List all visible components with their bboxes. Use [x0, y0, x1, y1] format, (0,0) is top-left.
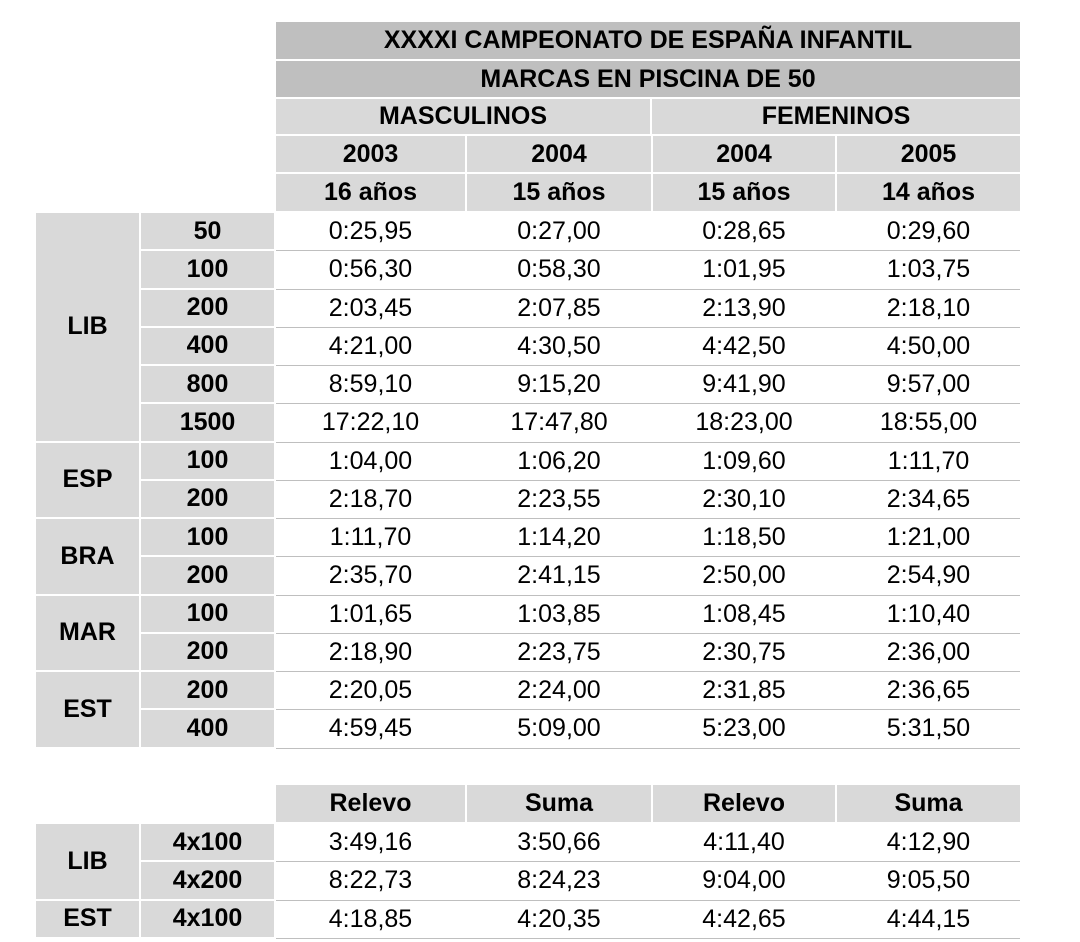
time-cell: 5:31,50 [886, 714, 971, 743]
age-header: 16 años [276, 174, 465, 211]
championship-title: XXXXI CAMPEONATO DE ESPAÑA INFANTIL [276, 22, 1020, 59]
time-cell: 1:04,00 [328, 446, 413, 475]
time-cell: 4:42,65 [702, 904, 786, 933]
time-cell: 2:20,05 [328, 676, 413, 705]
time-cell: 4:50,00 [886, 331, 971, 360]
relay-header: Suma [837, 785, 1020, 822]
time-cell: 2:18,90 [328, 637, 413, 666]
relay-header: Suma [467, 785, 651, 822]
time-cell: 1:11,70 [887, 446, 970, 475]
distance-label: 50 [141, 213, 274, 249]
time-cell: 2:03,45 [328, 293, 413, 322]
time-cell: 0:27,00 [517, 217, 601, 246]
time-cell: 2:07,85 [517, 293, 601, 322]
time-cell: 1:18,50 [702, 523, 786, 552]
time-cell: 4:12,90 [886, 828, 971, 857]
distance-label: 200 [141, 672, 274, 708]
distance-label: 4x100 [141, 901, 274, 937]
distance-label: 800 [141, 366, 274, 402]
time-cell: 1:08,45 [702, 599, 786, 628]
time-cell: 17:22,10 [321, 408, 420, 437]
time-cell: 2:50,00 [702, 561, 786, 590]
row-divider [276, 938, 1020, 939]
time-cell: 18:55,00 [879, 408, 978, 437]
time-cell: 8:22,73 [328, 866, 413, 895]
time-cell: 4:44,15 [886, 904, 971, 933]
time-cell: 3:49,16 [328, 828, 413, 857]
style-label: ESP [36, 443, 139, 518]
distance-label: 100 [141, 251, 274, 287]
time-cell: 1:01,65 [328, 599, 413, 628]
time-cell: 2:18,70 [328, 484, 413, 513]
time-cell: 8:59,10 [328, 370, 413, 399]
time-cell: 1:21,00 [886, 523, 971, 552]
time-cell: 0:28,65 [702, 217, 786, 246]
distance-label: 200 [141, 634, 274, 670]
year-header: 2004 [467, 136, 651, 172]
time-cell: 5:09,00 [517, 714, 601, 743]
age-header: 15 años [467, 174, 651, 211]
time-cell: 2:13,90 [702, 293, 786, 322]
time-cell: 18:23,00 [695, 408, 793, 437]
group-header-masculinos: MASCULINOS [276, 99, 650, 134]
distance-label: 100 [141, 519, 274, 555]
distance-label: 4x200 [141, 862, 274, 898]
time-cell: 1:03,85 [517, 599, 601, 628]
time-cell: 9:57,00 [886, 370, 971, 399]
time-cell: 4:18,85 [328, 904, 413, 933]
time-cell: 2:24,00 [517, 676, 601, 705]
time-cell: 9:04,00 [702, 866, 786, 895]
time-cell: 2:36,00 [886, 637, 971, 666]
time-cell: 1:06,20 [517, 446, 601, 475]
time-cell: 4:20,35 [517, 904, 601, 933]
time-cell: 1:10,40 [886, 599, 971, 628]
group-header-femeninos: FEMENINOS [652, 99, 1020, 134]
time-cell: 2:36,65 [886, 676, 971, 705]
year-header: 2004 [653, 136, 835, 172]
pool-subtitle: MARCAS EN PISCINA DE 50 [276, 61, 1020, 97]
time-cell: 1:14,20 [517, 523, 601, 552]
style-label: BRA [36, 519, 139, 594]
relay-header: Relevo [653, 785, 835, 822]
time-cell: 0:25,95 [328, 217, 413, 246]
time-cell: 0:56,30 [328, 255, 413, 284]
time-cell: 2:30,10 [702, 484, 786, 513]
age-header: 14 años [837, 174, 1020, 211]
distance-label: 400 [141, 328, 274, 364]
time-cell: 0:29,60 [886, 217, 971, 246]
time-cell: 2:34,65 [886, 484, 971, 513]
row-divider [276, 748, 1020, 749]
time-cell: 9:15,20 [517, 370, 601, 399]
distance-label: 200 [141, 481, 274, 517]
distance-label: 4x100 [141, 824, 274, 860]
time-cell: 5:23,00 [702, 714, 786, 743]
time-cell: 2:54,90 [886, 561, 971, 590]
distance-label: 200 [141, 557, 274, 593]
style-label: MAR [36, 596, 139, 671]
style-label: LIB [36, 213, 139, 441]
time-cell: 2:31,85 [702, 676, 786, 705]
distance-label: 200 [141, 290, 274, 326]
time-cell: 2:41,15 [517, 561, 601, 590]
time-cell: 4:11,40 [703, 828, 785, 857]
time-cell: 2:18,10 [886, 293, 971, 322]
time-cell: 8:24,23 [517, 866, 601, 895]
relay-header: Relevo [276, 785, 465, 822]
distance-label: 400 [141, 710, 274, 746]
time-cell: 1:09,60 [702, 446, 786, 475]
time-cell: 2:23,75 [517, 637, 601, 666]
time-cell: 2:35,70 [328, 561, 413, 590]
time-cell: 4:30,50 [517, 331, 601, 360]
time-cell: 9:05,50 [886, 866, 971, 895]
time-cell: 4:42,50 [702, 331, 786, 360]
time-cell: 4:21,00 [328, 331, 413, 360]
time-cell: 17:47,80 [510, 408, 608, 437]
time-cell: 2:23,55 [517, 484, 601, 513]
time-cell: 0:58,30 [517, 255, 601, 284]
time-cell: 3:50,66 [517, 828, 601, 857]
age-header: 15 años [653, 174, 835, 211]
time-cell: 4:59,45 [328, 714, 413, 743]
distance-label: 1500 [141, 404, 274, 440]
distance-label: 100 [141, 596, 274, 632]
year-header: 2003 [276, 136, 465, 172]
style-label: EST [36, 672, 139, 747]
time-cell: 1:03,75 [886, 255, 971, 284]
time-cell: 1:11,70 [329, 523, 412, 552]
year-header: 2005 [837, 136, 1020, 172]
time-cell: 2:30,75 [702, 637, 786, 666]
distance-label: 100 [141, 443, 274, 479]
style-label: EST [36, 901, 139, 937]
style-label: LIB [36, 824, 139, 899]
time-cell: 9:41,90 [702, 370, 786, 399]
time-cell: 1:01,95 [702, 255, 786, 284]
